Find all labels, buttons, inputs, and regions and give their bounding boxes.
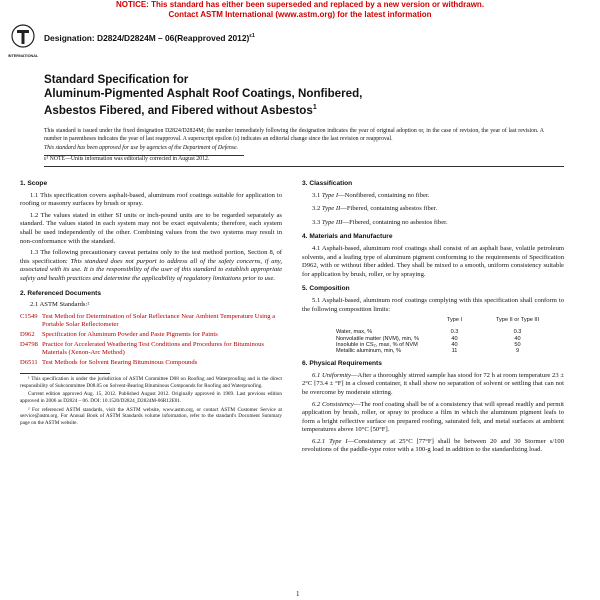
left-column: [20, 180, 282, 428]
issuance-note: This standard is issued under the fixed designation D2824/D2824M; the number immediately following the designation indicates the year of original adoption or, in the case of revision, the year of last revision. A number in parentheses indicates the year of last reapproval. A superscript epsilon (ε) indicates an editorial change since the last revision or reapproval.: [44, 128, 544, 142]
reference-code-link[interactable]: D962: [20, 330, 35, 338]
reference-list: [20, 313, 282, 368]
footnote-2: ² For referenced ASTM standards, visit the ASTM website, www.astm.org, or contact ASTM Customer Service at service@astm.org. For Annual Book of ASTM Standards volume information, refer to the standard's Document Summary page on the ASTM website.: [20, 406, 282, 426]
uniformity-paragraph: 6.1 Uniformity—After a thoroughly stirred sample has stood for 72 h at room temperature 23 ± 2°C [73.4 ± °F] in a closed container, it shall show no separation of solvent or settling that can not be overcome by moderate stirring.: [302, 371, 564, 396]
section-heading-composition: 5. Composition: [302, 285, 350, 293]
withdrawn-notice: [0, 0, 600, 20]
composition-property: Nonvolatile matter (NVM), min, %: [336, 335, 419, 342]
section-heading-referenced-documents: 2. Referenced Documents: [20, 289, 101, 297]
reference-title-link[interactable]: Practice for Accelerated Weathering Test Conditions and Procedures for Bituminous Materials (Xenon-Arc Method): [42, 340, 264, 357]
title-line-1: Standard Specification for: [44, 73, 189, 86]
reference-title-link[interactable]: Test Methods for Solvent Bearing Bituminous Compounds: [42, 358, 198, 366]
composition-rows: [332, 329, 549, 354]
section-heading-scope: 1. Scope: [20, 180, 48, 187]
composition-value: 11: [451, 347, 458, 354]
composition-paragraph: 5.1 Asphalt-based, aluminum roof coatings complying with this specification shall conform to the following composition limits:: [302, 296, 564, 313]
astm-logo-icon: [8, 22, 38, 64]
scope-paragraph-3: 1.3 The following precautionary caveat pertains only to the test method portion, Section 8, of this specification: This standard does not purport to address all of the safety concerns, if any, associated with its use. It is the responsibility of the user of this standard to establish appropriate safety and health practices and determine the applicability of regulatory limitations prior to use.: [20, 249, 282, 282]
materials-paragraph: 4.1 Asphalt-based, aluminum roof coatings shall consist of an asphalt base, volatile petroleum solvents, and a leafing type of aluminum pigment conforming to the requirements of Specification D962, with or without fiber added. They shall be mixed to a smooth, uniform consistency suitable for application by brush, roller, or by spraying.: [302, 244, 564, 278]
reference-item[interactable]: [20, 341, 282, 358]
footnote-1: ¹ This specification is under the jurisdiction of ASTM Committee D08 on Roofing and Waterproofing and is the direct responsibility of Subcommittee D08.05 on Solvent-Bearing Bituminous Compounds for Roofing and Waterproofing.: [20, 376, 282, 389]
composition-value: 50: [514, 341, 521, 348]
scope-paragraph-1: 1.1 This specification covers asphalt-based, aluminum roof coatings suitable for application to roofing or masonry surfaces by brush or spray.: [20, 191, 282, 208]
composition-value: 0.3: [513, 329, 522, 336]
section-heading-classification: 3. Classification: [302, 180, 353, 187]
reference-item[interactable]: [20, 313, 282, 330]
column-header-type-i: Type I: [446, 317, 463, 324]
astm-standards-subheading: 2.1 ASTM Standards:²: [30, 301, 90, 309]
editorial-note: ε¹ NOTE—Units information was editorially corrected in August 2012.: [44, 156, 210, 162]
footnote-1-edition: Current edition approved Aug. 15, 2012. Published August 2012. Originally approved in 1969. Last previous edition approved in 2006 as D2824 – 06. DOI: 10.1520/D2824_D2824M-06R12E01.: [20, 391, 282, 405]
composition-value: 9: [515, 347, 520, 354]
page-number: 1: [296, 590, 300, 598]
title-line-2: Aluminum-Pigmented Asphalt Roof Coatings, Nonfibered,: [44, 87, 363, 100]
classification-list: [302, 192, 564, 228]
scope-paragraph-2: 1.2 The values stated in either SI units or inch-pound units are to be regarded separately as standard. The values stated in each system may not be exact equivalents; therefore, each system shall be used independently of the other. Combining values from the two systems may result in non-conformance with the standard.: [20, 211, 282, 245]
column-header-type-ii-iii: Type II or Type III: [495, 317, 540, 324]
section-heading-materials: 4. Materials and Manufacture: [302, 233, 393, 241]
consistency-paragraph: 6.2 Consistency—The roof coating shall be of a consistency that will spread readily and permit application by brush, roller, or spray to produce a film in which the aluminum pigment leafs to form a bright reflective surface on prepared roofing, saturated felt, and metal surfaces at ambient temperatures above 10°C [50°F].: [302, 400, 564, 434]
composition-table: [332, 317, 549, 354]
composition-value: 40: [451, 335, 458, 342]
right-column: [302, 180, 564, 458]
designation: Designation: D2824/D2824M – 06(Reapproved 2012)$^{\varepsilon 1}$: [44, 33, 255, 43]
composition-header-row: [332, 317, 549, 329]
reference-code-link[interactable]: C1549: [20, 312, 38, 320]
reference-code-link[interactable]: D4798: [20, 340, 38, 348]
reference-title-link[interactable]: Specification for Aluminum Powder and Paste Pigments for Paints: [42, 330, 218, 338]
reference-item[interactable]: [20, 331, 282, 340]
dod-approval-note: This standard has been approved for use by agencies of the Department of Defense.: [44, 145, 239, 151]
composition-property: Metallic aluminum, min, %: [336, 347, 401, 354]
composition-property: Water, max, %: [336, 329, 373, 336]
reference-title-link[interactable]: Test Method for Determination of Solar Reflectance Near Ambient Temperature Using a Portable Solar Reflectometer: [42, 312, 276, 329]
composition-value: 40: [451, 341, 458, 348]
composition-value: 0.3: [450, 329, 459, 336]
document-title: [44, 73, 564, 118]
classification-item: 3.1 Type I—Nonfibered, containing no fiber.: [312, 191, 430, 199]
composition-value: 40: [514, 335, 521, 342]
composition-row: [332, 348, 549, 354]
composition-property: Insoluble in CS₂, max, % of NVM: [336, 341, 418, 348]
divider: [44, 166, 564, 167]
footnote-divider: [20, 373, 110, 374]
type-i-consistency-paragraph: 6.2.1 Type I—Consistency at 25°C [77°F] shall be between 20 and 30 Stormer s/100 revolutions of the paddle-type rotor with a 100-g load in addition to the standardizing load.: [302, 437, 564, 454]
notice-line-1: NOTICE: This standard has either been superseded and replaced by a new version or withdrawn.: [115, 0, 485, 9]
classification-item: 3.2 Type II—Fibered, containing asbestos fiber.: [312, 205, 438, 213]
reference-code-link[interactable]: D6511: [20, 358, 38, 366]
reference-item[interactable]: [20, 359, 282, 368]
title-line-3: Asbestos Fibered, and Fibered without Asbestos$^1$: [44, 103, 317, 117]
section-heading-physical-requirements: 6. Physical Requirements: [302, 360, 382, 368]
notice-line-2: Contact ASTM International (www.astm.org) for the latest information: [168, 10, 432, 19]
logo-text: INTERNATIONAL: [8, 54, 38, 58]
classification-item: 3.3 Type III—Fibered, containing no asbestos fiber.: [312, 218, 448, 226]
